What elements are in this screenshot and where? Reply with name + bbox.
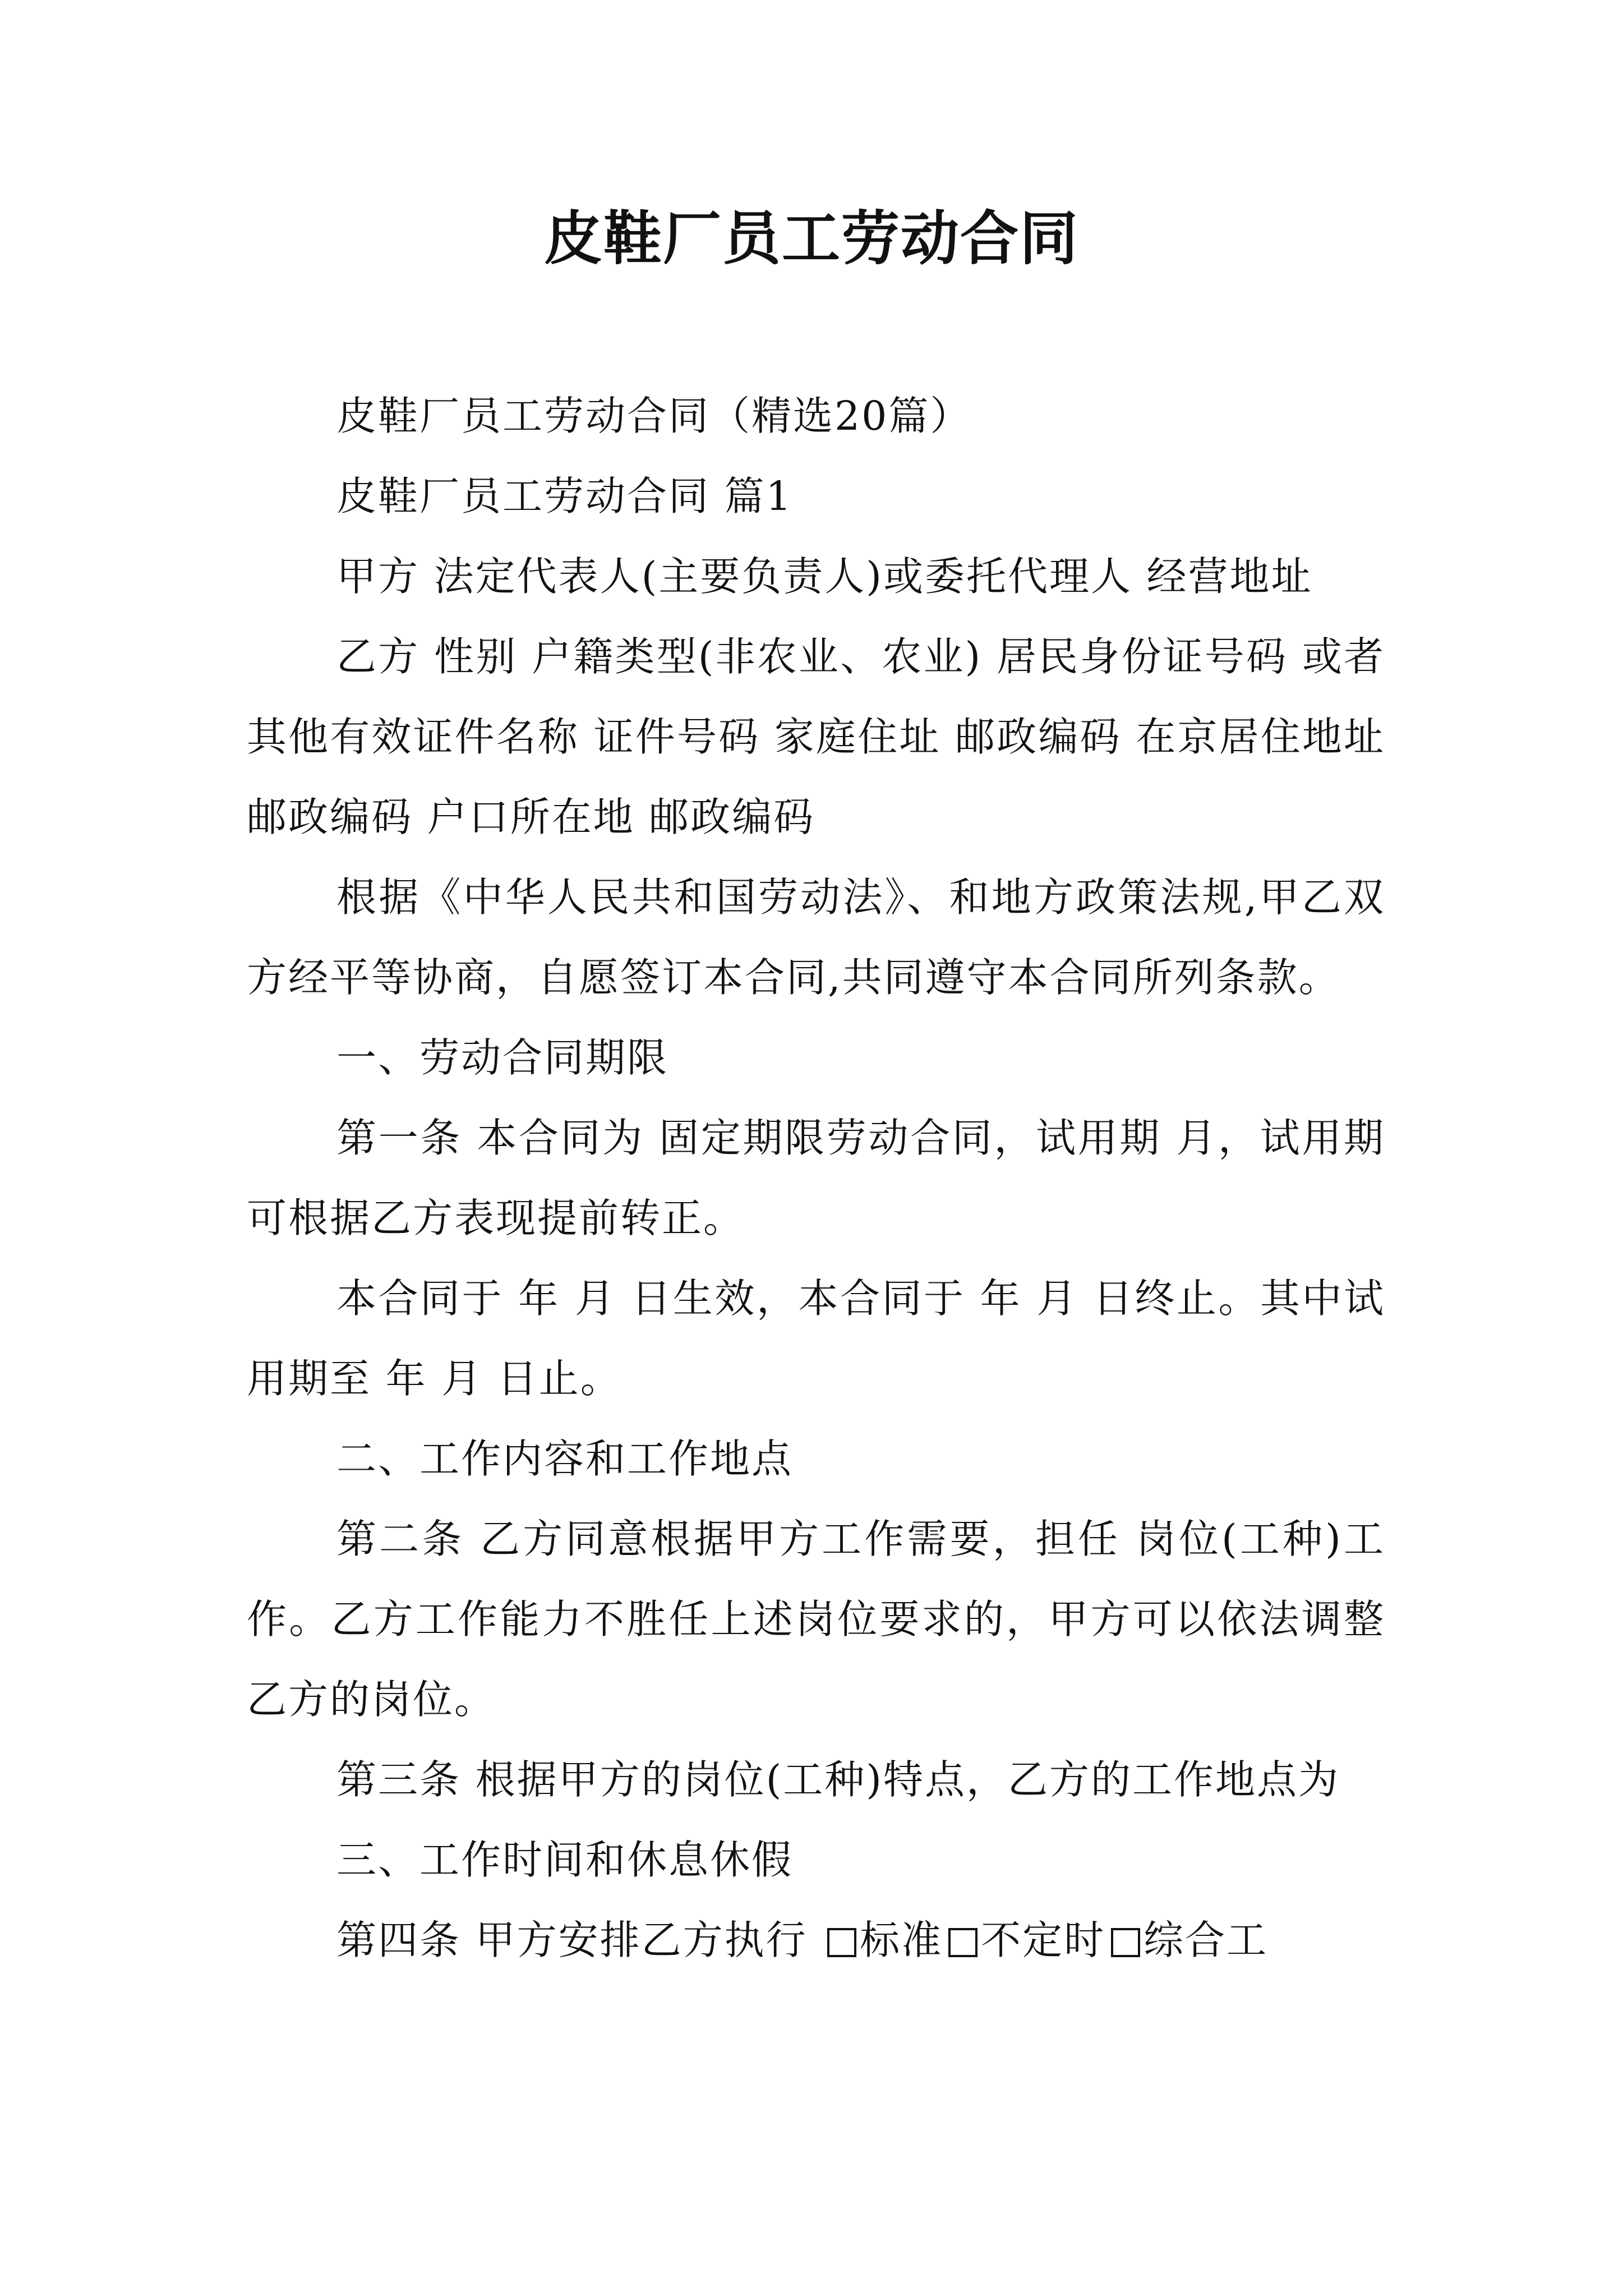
document-title: 皮鞋厂员工劳动合同 [543, 204, 1079, 273]
heading-work-hours: 三、工作时间和休息休假 [336, 1837, 794, 1883]
option-comprehensive-label: 综合工 [1144, 1917, 1269, 1963]
paragraph-article-1: 第一条 本合同为 固定期限劳动合同，试用期 月，试用期可根据乙方表现提前转正。 [247, 1115, 1385, 1241]
heading-work-content: 二、工作内容和工作地点 [336, 1435, 794, 1482]
paragraph-party-b: 乙方 性别 户籍类型(非农业、农业) 居民身份证号码 或者其他有效证件名称 证件号码 家庭住址 邮政编码 在京居住地址 邮政编码 户口所在地 邮政编码 [247, 633, 1385, 840]
paragraph-section-heading: 皮鞋厂员工劳动合同 篇1 [336, 473, 793, 519]
article-4-prefix: 第四条 甲方安排乙方执行 [336, 1917, 822, 1963]
heading-contract-term: 一、劳动合同期限 [336, 1034, 669, 1081]
paragraph-article-4 [247, 1900, 1385, 1980]
option-standard-label: 标准 [860, 1917, 943, 1963]
paragraph-preamble: 根据《中华人民共和国劳动法》、和地方政策法规,甲乙双方经平等协商，自愿签订本合同,共同遵守本合同所列条款。 [247, 874, 1385, 1001]
paragraph-article-2: 第二条 乙方同意根据甲方工作需要，担任 岗位(工种)工作。乙方工作能力不胜任上述岗位要求的，甲方可以依法调整乙方的岗位。 [247, 1516, 1385, 1723]
checkbox-standard[interactable] [827, 1928, 856, 1957]
document-body [247, 376, 1385, 1980]
checkbox-flexible[interactable] [948, 1928, 978, 1957]
paragraph-article-3: 第三条 根据甲方的岗位(工种)特点，乙方的工作地点为 [336, 1756, 1340, 1803]
paragraph-party-a: 甲方 法定代表人(主要负责人)或委托代理人 经营地址 [336, 553, 1313, 600]
paragraph-subtitle: 皮鞋厂员工劳动合同（精选20篇） [336, 393, 972, 439]
option-flexible-label: 不定时 [981, 1917, 1106, 1963]
paragraph-effective-dates: 本合同于 年 月 日生效，本合同于 年 月 日终止。其中试用期至 年 月 日止。 [247, 1275, 1385, 1402]
checkbox-comprehensive[interactable] [1111, 1928, 1140, 1957]
